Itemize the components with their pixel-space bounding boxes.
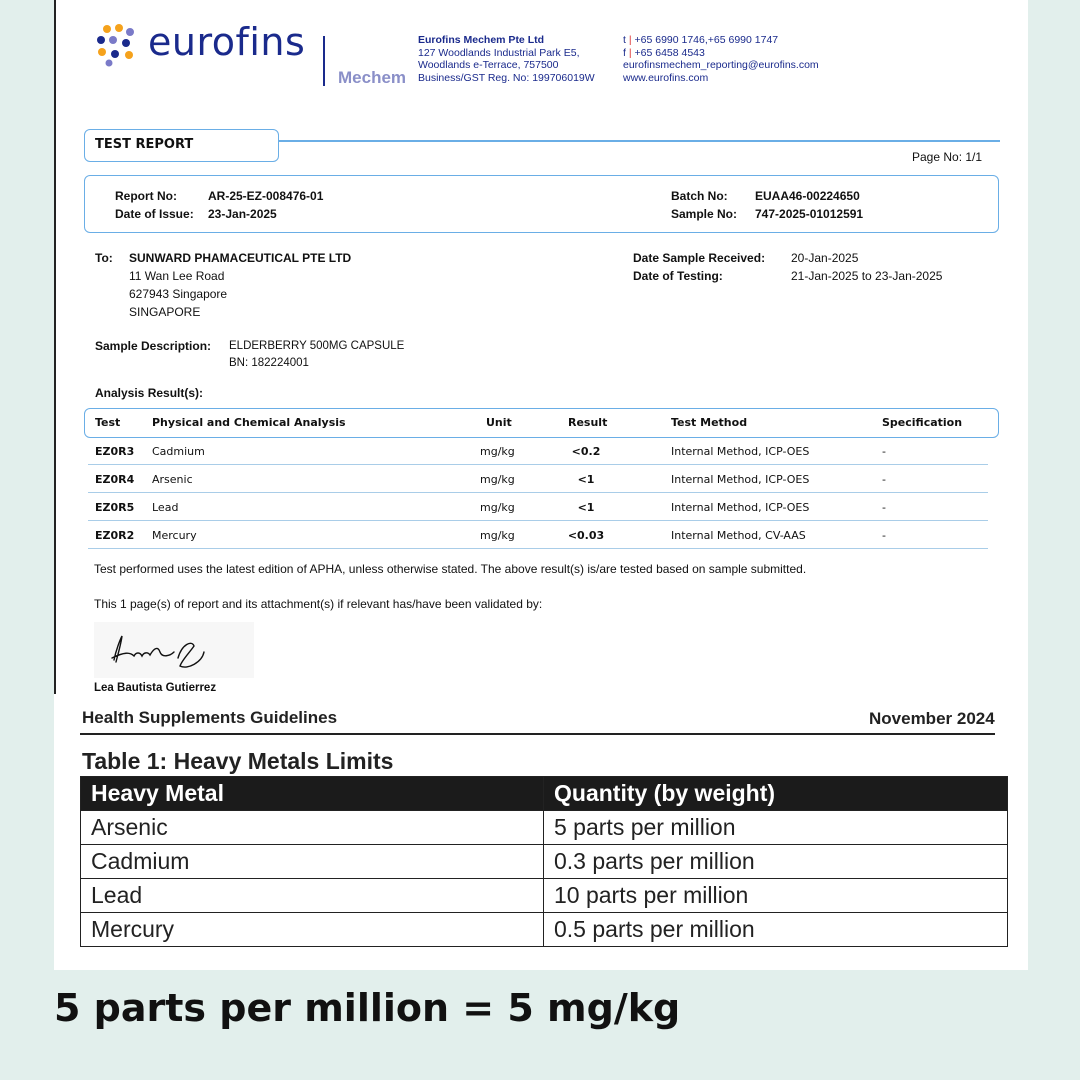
table-row-method: Internal Method, ICP-OES	[671, 473, 810, 486]
sub-logo: Mechem	[338, 68, 407, 87]
table-row-result: <0.03	[567, 529, 605, 542]
fax-prefix: f	[623, 46, 626, 59]
table-header-row	[81, 777, 1008, 811]
guidelines-header: Health Supplements Guidelines	[82, 708, 338, 727]
issue-date-label: Date of Issue:	[115, 207, 194, 221]
conversion-caption: 5 parts per million = 5 mg/kg	[54, 986, 681, 1030]
table-row-method: Internal Method, ICP-OES	[671, 445, 810, 458]
table-row-result: <1	[577, 473, 595, 486]
table-row-test: EZ0R2	[95, 529, 135, 542]
website: www.eurofins.com	[623, 71, 709, 84]
sample-description-label: Sample Description:	[95, 339, 212, 353]
table-row-method: Internal Method, CV-AAS	[671, 529, 806, 542]
sample-no-label: Sample No:	[671, 207, 738, 221]
metal-limit: 0.3 parts per million	[544, 845, 1008, 879]
table-title: Table 1: Heavy Metals Limits	[82, 748, 394, 774]
table-row-unit: mg/kg	[480, 501, 515, 514]
recipient-address-3: SINGAPORE	[129, 305, 201, 319]
company-contact: t | +65 6990 1746,+65 6990 1747 f | +65 6458 4543 eurofinsmechem_reporting@eurofins.com www.eurofins.com	[623, 34, 883, 84]
col-heavy-metal: Heavy Metal	[81, 777, 544, 811]
recipient-address-2: 627943 Singapore	[129, 287, 228, 301]
company-address-1: 127 Woodlands Industrial Park E5,	[418, 46, 580, 59]
company-name: Eurofins Mechem Pte Ltd	[418, 34, 545, 46]
sample-description: ELDERBERRY 500MG CAPSULE	[229, 340, 405, 352]
method-note: Test performed uses the latest edition of APHA, unless otherwise stated. The above result(s) is/are tested based on sample submitted.	[94, 562, 807, 576]
batch-no-label: Batch No:	[671, 189, 728, 203]
row-divider	[88, 520, 988, 521]
table-row-test: EZ0R4	[95, 473, 135, 486]
heavy-metals-table	[80, 776, 1008, 947]
metal-name: Mercury	[81, 913, 544, 947]
email: eurofinsmechem_reporting@eurofins.com	[623, 59, 819, 71]
table-row	[81, 845, 1008, 879]
testing-label: Date of Testing:	[633, 269, 723, 283]
col-result: Result	[568, 416, 608, 429]
table-row-test: EZ0R3	[95, 445, 135, 458]
analysis-label: Analysis Result(s):	[95, 386, 204, 400]
col-quantity: Quantity (by weight)	[544, 777, 1008, 811]
table-row-test: EZ0R5	[95, 501, 135, 514]
report-title: TEST REPORT	[95, 137, 194, 152]
guidelines-rule	[80, 733, 995, 735]
table-row-spec: -	[882, 445, 886, 458]
to-label: To:	[95, 251, 113, 265]
table-row	[81, 913, 1008, 947]
company-address-2: Woodlands e-Terrace, 757500	[418, 59, 559, 71]
table-row-analysis: Mercury	[152, 529, 197, 542]
table-row-spec: -	[882, 529, 886, 542]
col-spec: Specification	[882, 416, 963, 429]
table-row	[81, 879, 1008, 913]
sample-no: 747-2025-01012591	[755, 207, 864, 221]
document-edge	[54, 0, 56, 694]
metal-name: Arsenic	[81, 811, 544, 845]
fax: +65 6458 4543	[634, 46, 705, 59]
table-row-analysis: Cadmium	[152, 445, 205, 458]
company-reg: Business/GST Reg. No: 199706019W	[418, 71, 595, 84]
sample-batch: BN: 182224001	[229, 357, 309, 369]
table-row-unit: mg/kg	[480, 445, 515, 458]
received-date: 20-Jan-2025	[791, 251, 859, 265]
metal-name: Lead	[81, 879, 544, 913]
issue-date: 23-Jan-2025	[208, 207, 277, 221]
logo-wordmark: eurofins	[148, 20, 306, 64]
recipient-name: SUNWARD PHAMACEUTICAL PTE LTD	[129, 251, 352, 265]
report-no-label: Report No:	[115, 189, 177, 203]
col-analysis: Physical and Chemical Analysis	[152, 416, 346, 429]
col-test: Test	[95, 416, 121, 429]
table-row-unit: mg/kg	[480, 473, 515, 486]
table-row-method: Internal Method, ICP-OES	[671, 501, 810, 514]
table-row-spec: -	[882, 473, 886, 486]
signatory-name: Lea Bautista Gutierrez	[94, 682, 217, 694]
company-info	[418, 34, 618, 84]
table-row-result: <0.2	[571, 445, 601, 458]
recipient-address-1: 11 Wan Lee Road	[129, 269, 225, 283]
report-no: AR-25-EZ-008476-01	[208, 189, 324, 203]
table-row-result: <1	[577, 501, 595, 514]
eurofins-logo-icon	[95, 22, 141, 68]
row-divider	[88, 464, 988, 465]
table-row-spec: -	[882, 501, 886, 514]
signature-icon	[94, 622, 254, 678]
batch-no: EUAA46-00224650	[755, 189, 860, 203]
table-row	[81, 811, 1008, 845]
received-label: Date Sample Received:	[633, 251, 766, 265]
row-divider	[88, 548, 988, 549]
metal-limit: 10 parts per million	[544, 879, 1008, 913]
logo-divider	[323, 36, 325, 86]
col-method: Test Method	[671, 416, 748, 429]
validation-note: This 1 page(s) of report and its attachment(s) if relevant has/have been validated by:	[94, 597, 543, 611]
testing-date: 21-Jan-2025 to 23-Jan-2025	[791, 269, 943, 283]
table-row-analysis: Lead	[152, 501, 179, 514]
metal-name: Cadmium	[81, 845, 544, 879]
table-row-analysis: Arsenic	[152, 473, 193, 486]
metal-limit: 5 parts per million	[544, 811, 1008, 845]
title-rule	[278, 140, 1000, 142]
col-unit: Unit	[486, 416, 512, 429]
page-number: Page No: 1/1	[912, 150, 983, 164]
report-meta-box	[84, 175, 999, 233]
row-divider	[88, 492, 988, 493]
tel-prefix: t	[623, 34, 626, 46]
guidelines-date: November 2024	[869, 709, 995, 728]
metal-limit: 0.5 parts per million	[544, 913, 1008, 947]
telephone: +65 6990 1746,+65 6990 1747	[634, 34, 779, 46]
table-row-unit: mg/kg	[480, 529, 515, 542]
